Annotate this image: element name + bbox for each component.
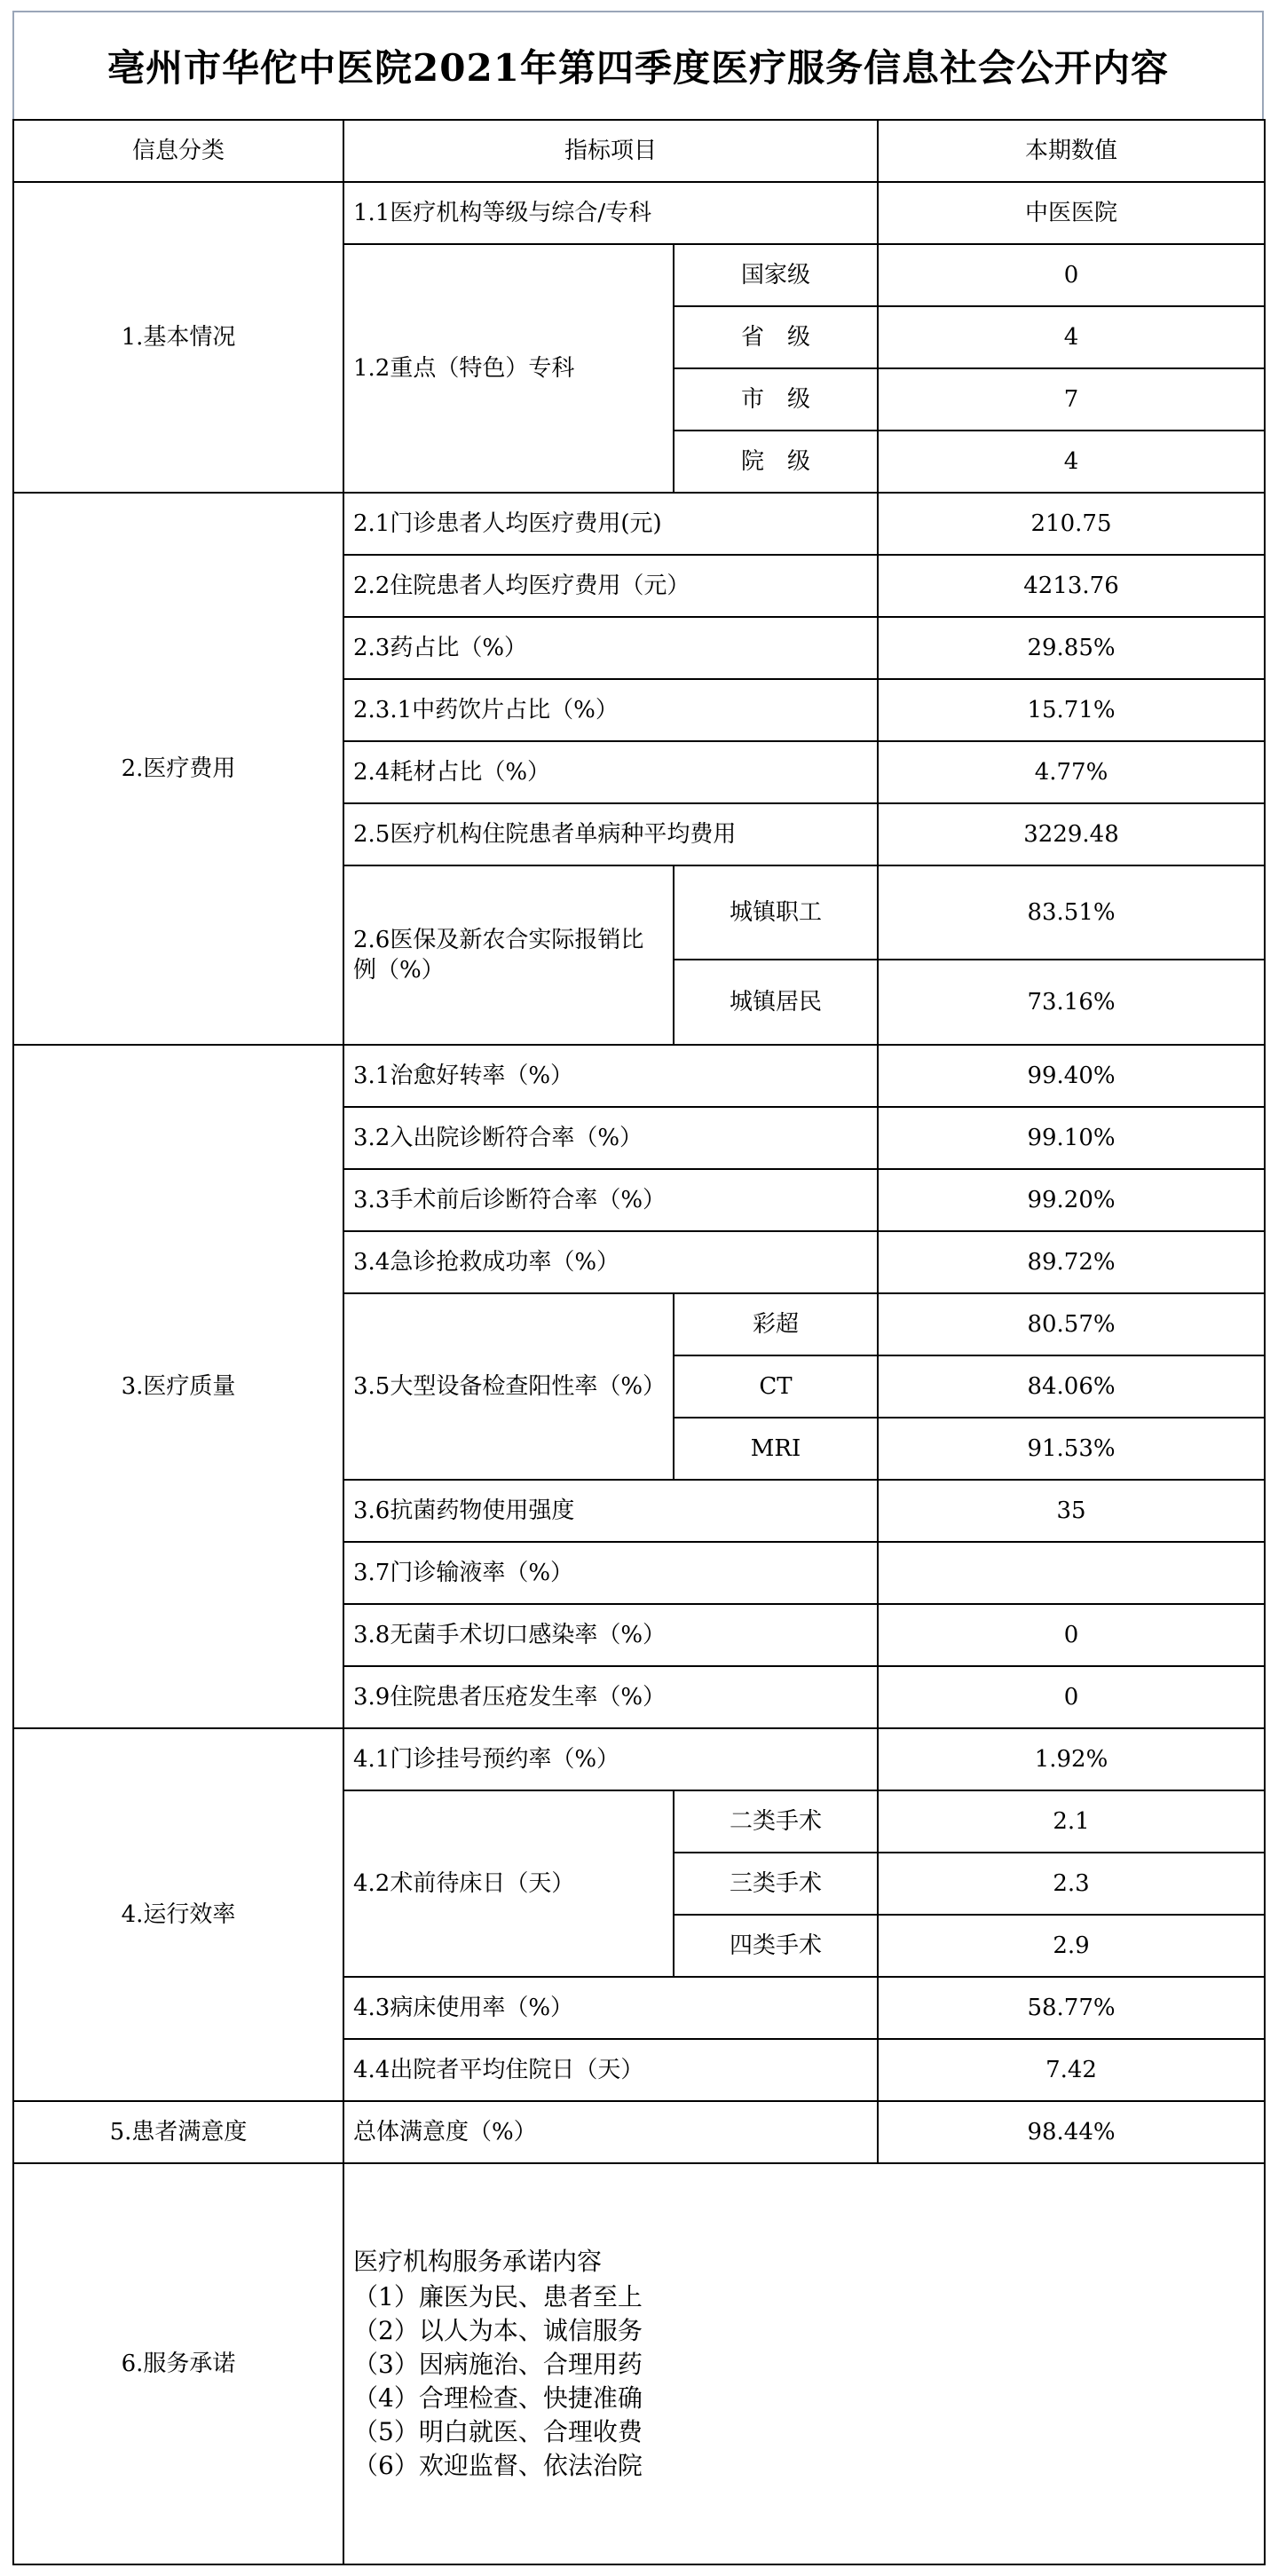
indicator-value: 58.77% [878,1977,1265,2039]
indicator-name: 2.4耗材占比（%） [343,741,878,803]
sub-label: MRI [674,1418,878,1480]
indicator-value: 15.71% [878,679,1265,741]
promise-item: （1）廉医为民、患者至上 [353,2282,643,2311]
indicator-name: 1.1医疗机构等级与综合/专科 [343,182,878,244]
indicator-value [878,1542,1265,1604]
indicator-value: 210.75 [878,493,1265,555]
indicator-name: 3.9住院患者压疮发生率（%） [343,1666,878,1728]
indicator-value: 1.92% [878,1728,1265,1790]
indicator-value: 35 [878,1480,1265,1542]
indicator-name: 2.2住院患者人均医疗费用（元） [343,555,878,617]
indicator-name: 3.5大型设备检查阳性率（%） [343,1293,674,1480]
sub-label: CT [674,1355,878,1418]
sub-label: 市 级 [674,368,878,431]
indicator-name: 1.2重点（特色）专科 [343,244,674,493]
indicator-name: 4.3病床使用率（%） [343,1977,878,2039]
sub-value: 2.1 [878,1790,1265,1853]
table-row [13,2163,1265,2564]
indicator-name: 2.1门诊患者人均医疗费用(元) [343,493,878,555]
indicator-value: 中医医院 [878,182,1265,244]
indicator-value: 99.20% [878,1169,1265,1231]
sub-value: 83.51% [878,865,1265,960]
promise-item: （5）明白就医、合理收费 [353,2417,643,2446]
disclosure-sheet [12,11,1264,2565]
header-value: 本期数值 [878,120,1265,182]
indicator-name: 4.1门诊挂号预约率（%） [343,1728,878,1790]
title-box [12,11,1264,119]
sub-value: 80.57% [878,1293,1265,1355]
sub-value: 4 [878,431,1265,493]
indicator-name: 2.3.1中药饮片占比（%） [343,679,878,741]
promise-item: （2）以人为本、诚信服务 [353,2316,643,2345]
indicator-name: 3.7门诊输液率（%） [343,1542,878,1604]
indicator-value: 3229.48 [878,803,1265,865]
indicator-name: 2.5医疗机构住院患者单病种平均费用 [343,803,878,865]
indicator-name: 3.3手术前后诊断符合率（%） [343,1169,878,1231]
indicator-value: 98.44% [878,2101,1265,2163]
sub-label: 二类手术 [674,1790,878,1853]
indicator-value: 0 [878,1666,1265,1728]
sub-value: 84.06% [878,1355,1265,1418]
sub-value: 2.3 [878,1853,1265,1915]
sub-label: 国家级 [674,244,878,306]
indicator-name: 3.1治愈好转率（%） [343,1045,878,1107]
table-row [13,1045,1265,1107]
sub-value: 0 [878,244,1265,306]
indicator-value: 99.40% [878,1045,1265,1107]
category-satisfaction: 5.患者满意度 [13,2101,343,2163]
category-efficiency: 4.运行效率 [13,1728,343,2101]
indicator-value: 7.42 [878,2039,1265,2101]
indicator-name: 2.6医保及新农合实际报销比例（%） [343,865,674,1045]
indicator-name: 3.2入出院诊断符合率（%） [343,1107,878,1169]
sub-label: 四类手术 [674,1915,878,1977]
indicator-name: 总体满意度（%） [343,2101,878,2163]
header-row [13,120,1265,182]
sub-value: 4 [878,306,1265,368]
indicator-name: 3.8无菌手术切口感染率（%） [343,1604,878,1666]
category-cost: 2.医疗费用 [13,493,343,1045]
category-quality: 3.医疗质量 [13,1045,343,1728]
table-row [13,182,1265,244]
indicator-name: 4.2术前待床日（天） [343,1790,674,1977]
table-row [13,1728,1265,1790]
sub-value: 7 [878,368,1265,431]
disclosure-table [12,119,1266,2565]
sub-label: 三类手术 [674,1853,878,1915]
category-promise: 6.服务承诺 [13,2163,343,2564]
indicator-value: 89.72% [878,1231,1265,1293]
promise-title: 医疗机构服务承诺内容 [353,2247,603,2276]
sub-value: 73.16% [878,960,1265,1045]
promise-item: （6）欢迎监督、依法治院 [353,2451,643,2480]
indicator-value: 4.77% [878,741,1265,803]
promise-item: （4）合理检查、快捷准确 [353,2383,643,2413]
sub-label: 城镇居民 [674,960,878,1045]
indicator-value: 0 [878,1604,1265,1666]
sub-label: 彩超 [674,1293,878,1355]
indicator-name: 4.4出院者平均住院日（天） [343,2039,878,2101]
indicator-name: 3.4急诊抢救成功率（%） [343,1231,878,1293]
promise-item: （3）因病施治、合理用药 [353,2350,643,2379]
sub-value: 2.9 [878,1915,1265,1977]
promise-content [343,2163,1265,2564]
indicator-value: 29.85% [878,617,1265,679]
indicator-name: 3.6抗菌药物使用强度 [343,1480,878,1542]
sub-value: 91.53% [878,1418,1265,1480]
header-category: 信息分类 [13,120,343,182]
sub-label: 省 级 [674,306,878,368]
page-title: 亳州市华佗中医院2021年第四季度医疗服务信息社会公开内容 [107,46,1169,90]
sub-label: 城镇职工 [674,865,878,960]
indicator-value: 4213.76 [878,555,1265,617]
sub-label: 院 级 [674,431,878,493]
table-row [13,2101,1265,2163]
category-basic: 1.基本情况 [13,182,343,493]
header-indicator: 指标项目 [343,120,878,182]
indicator-value: 99.10% [878,1107,1265,1169]
indicator-name: 2.3药占比（%） [343,617,878,679]
table-row [13,493,1265,555]
